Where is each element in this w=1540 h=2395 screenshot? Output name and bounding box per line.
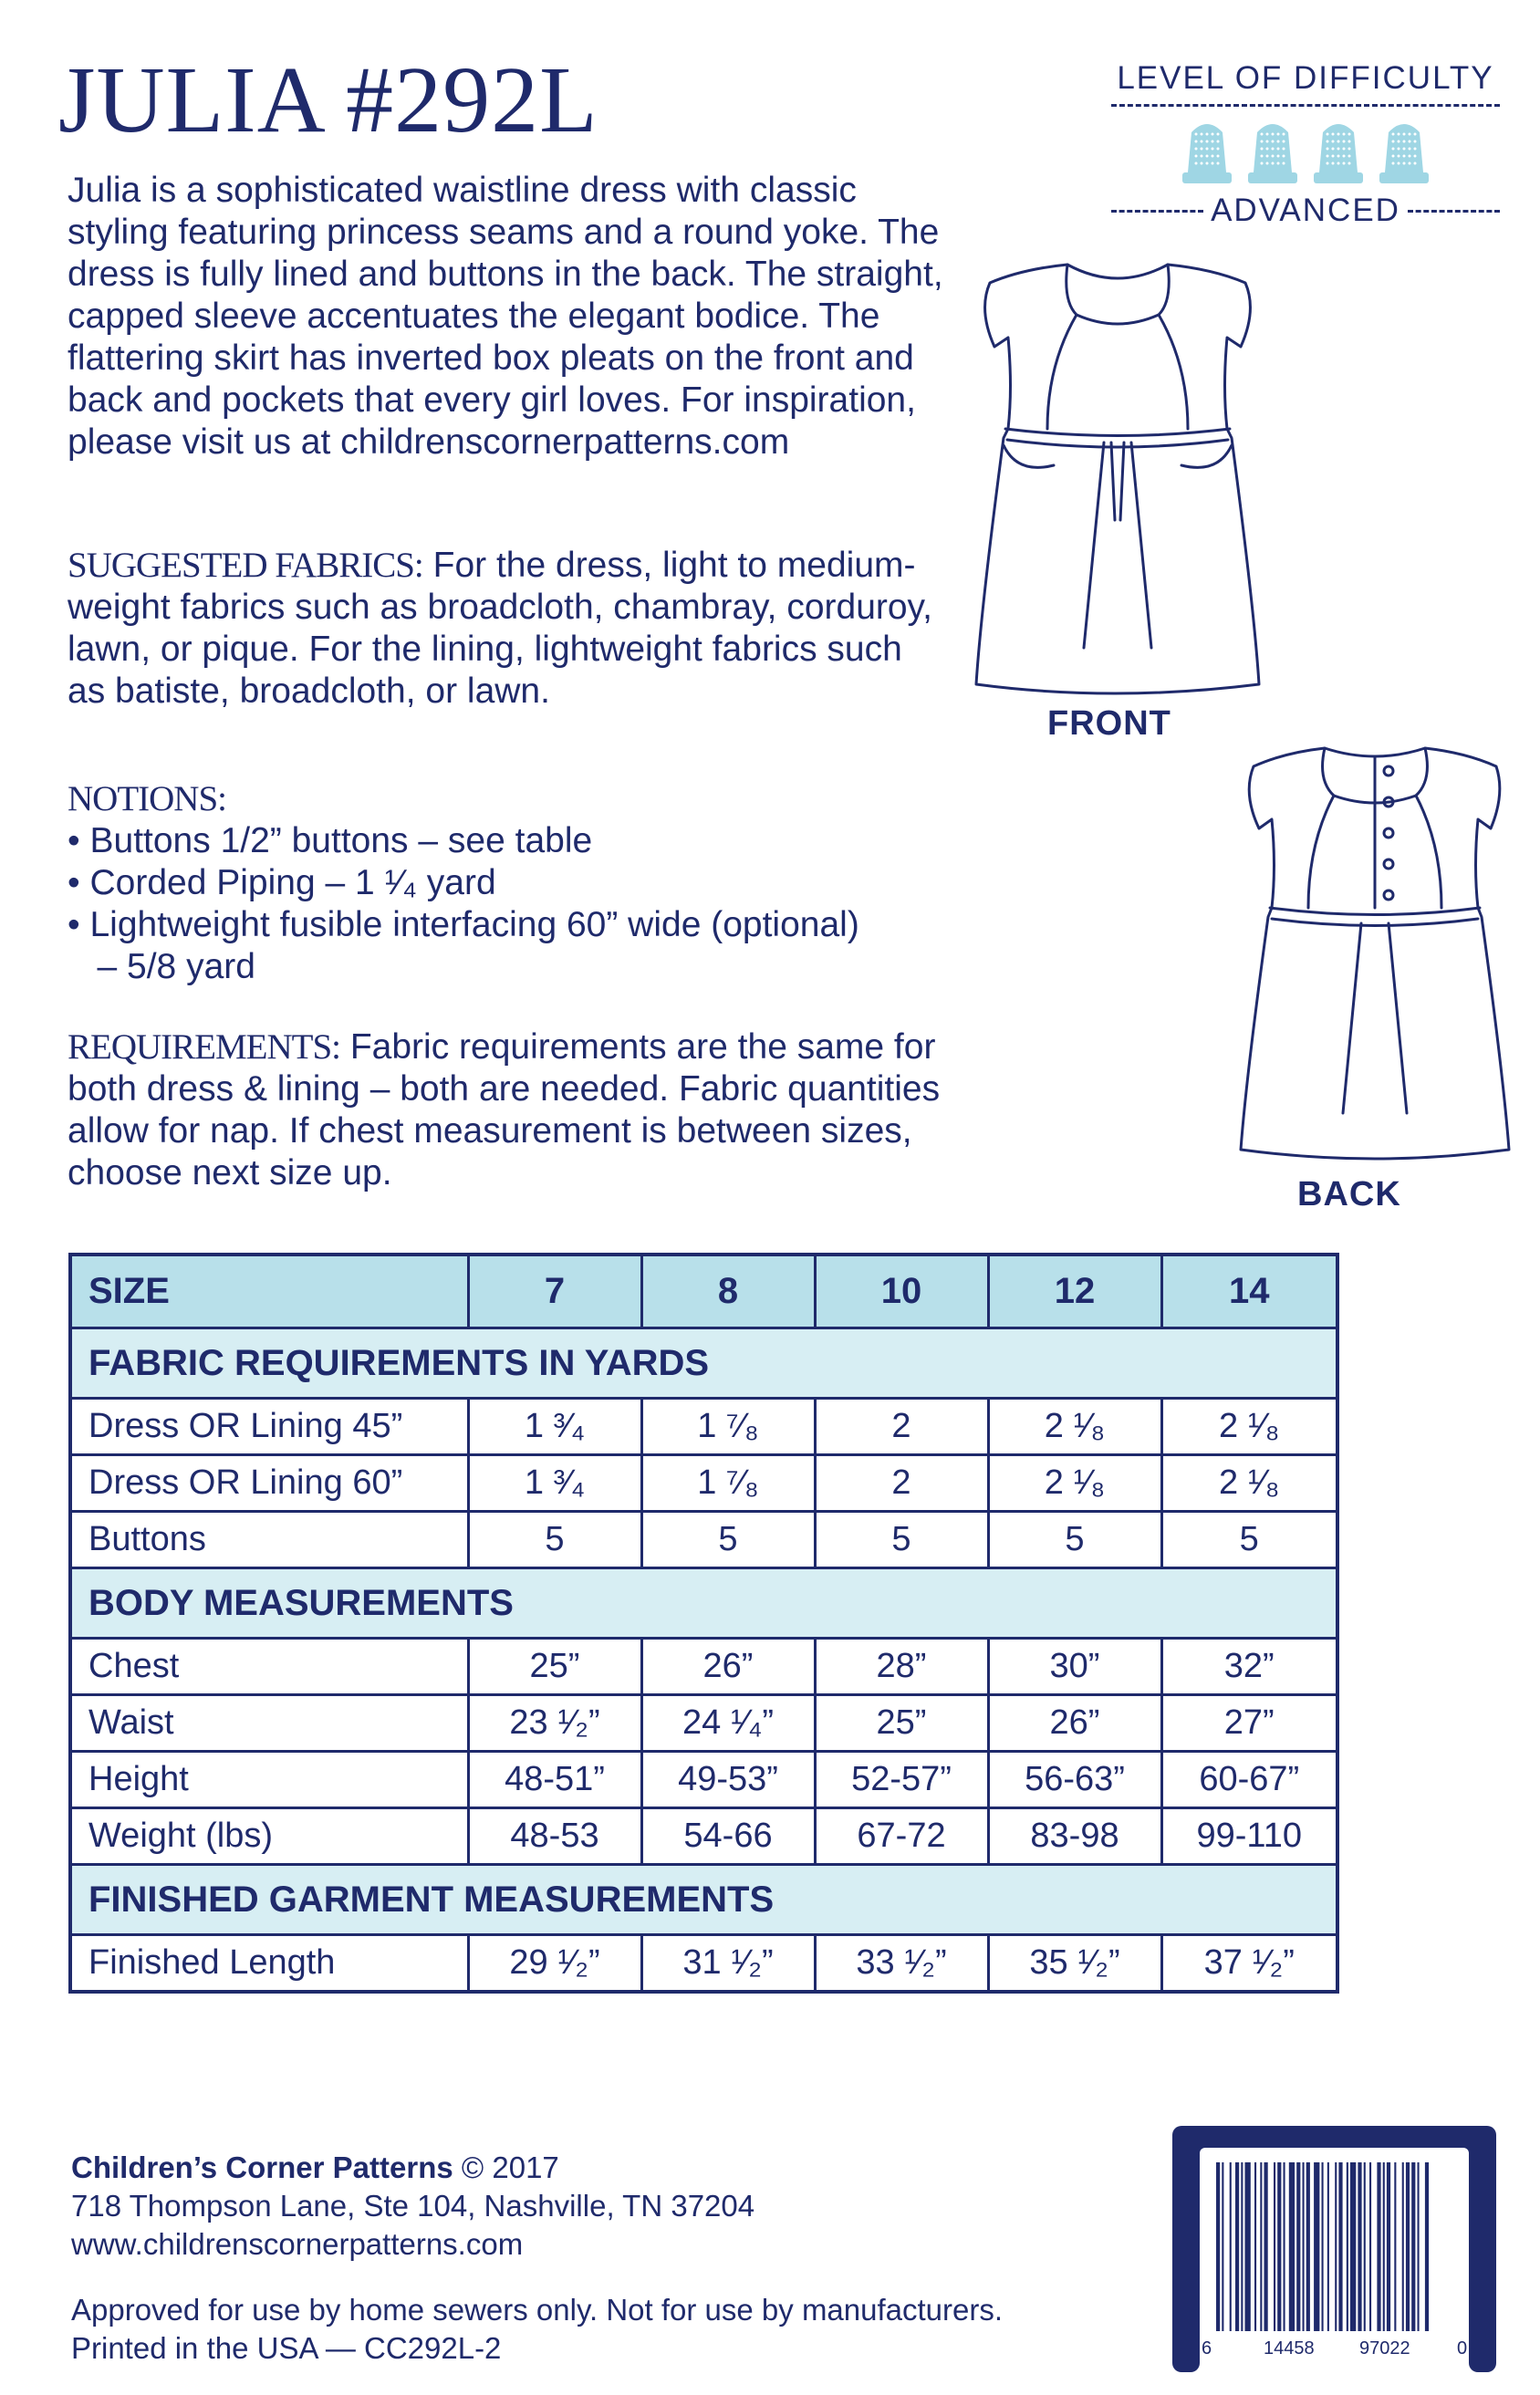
- barcode-bar: [1327, 2162, 1329, 2331]
- table-cell: 56-63”: [988, 1752, 1161, 1808]
- barcode-group-1: 14458: [1264, 2338, 1315, 2359]
- barcode-bar: [1358, 2162, 1361, 2331]
- difficulty-label: LEVEL OF DIFFICULTY: [1117, 60, 1494, 96]
- barcode-bar: [1284, 2162, 1285, 2331]
- front-caption: FRONT: [1047, 704, 1171, 743]
- table-cell: 5: [468, 1512, 641, 1568]
- barcode-bar: [1347, 2162, 1348, 2331]
- size-column-header: 8: [641, 1255, 815, 1328]
- level-dash-right: [1408, 210, 1500, 213]
- table-cell: 83-98: [988, 1808, 1161, 1865]
- table-cell: 5: [988, 1512, 1161, 1568]
- barcode-bar: [1350, 2162, 1356, 2331]
- pattern-description: Julia is a sophisticated waistline dress with classic styling featuring princess seams and a round yoke. The dress is fully lined and buttons in the back. The straight, capped sleeve accentuates the elegant bodice. The flattering skirt has inverted box pleats on the front and back and pockets that every girl loves. For inspiration, please visit us at childrenscornerpatterns.com: [68, 171, 943, 462]
- pattern-title: JULIA #292L: [58, 47, 598, 152]
- table-cell: 26”: [988, 1695, 1161, 1752]
- table-section-title: FINISHED GARMENT MEASUREMENTS: [70, 1865, 1337, 1935]
- row-label: Chest: [70, 1639, 468, 1695]
- company-website[interactable]: www.childrenscornerpatterns.com: [71, 2227, 524, 2261]
- barcode-bar: [1394, 2162, 1396, 2331]
- table-cell: 5: [641, 1512, 815, 1568]
- table-cell: 1 ⁷⁄₈: [641, 1455, 815, 1512]
- notions-item: • Lightweight fusible interfacing 60” wide (optional): [68, 905, 859, 944]
- notions-heading: NOTIONS:: [68, 779, 226, 818]
- size-header: SIZE: [70, 1255, 468, 1328]
- barcode-bar: [1235, 2162, 1239, 2331]
- suggested-fabrics-heading: SUGGESTED FABRICS:: [68, 546, 423, 585]
- barcode-bar: [1425, 2162, 1429, 2331]
- barcode-bar: [1418, 2162, 1420, 2331]
- table-cell: 2 ¹⁄₈: [988, 1399, 1161, 1455]
- difficulty-level-row: [1111, 193, 1500, 229]
- table-cell: 31 ¹⁄₂”: [641, 1935, 815, 1993]
- requirements-heading: REQUIREMENTS:: [68, 1027, 340, 1067]
- row-label: Dress OR Lining 60”: [70, 1455, 468, 1512]
- table-cell: 25”: [815, 1695, 988, 1752]
- barcode-digit-left: 6: [1202, 2338, 1212, 2359]
- table-header-row: [70, 1255, 1337, 1328]
- table-cell: 2: [815, 1455, 988, 1512]
- barcode-tab: [1469, 2126, 1496, 2372]
- approval-note: Approved for use by home sewers only. Not for use by manufacturers.: [71, 2293, 1004, 2327]
- table-cell: 23 ¹⁄₂”: [468, 1695, 641, 1752]
- table-cell: 99-110: [1161, 1808, 1337, 1865]
- table-cell: 1 ³⁄₄: [468, 1399, 641, 1455]
- requirements-section: [68, 1026, 943, 1194]
- thimble-icon: [1244, 116, 1301, 187]
- table-cell: 5: [1161, 1512, 1337, 1568]
- barcode-digit-right: 0: [1457, 2338, 1468, 2359]
- company-line: [71, 2149, 1003, 2187]
- button-mark: [1384, 828, 1393, 838]
- thimble-icon: [1310, 116, 1367, 187]
- thimble-icon: [1179, 116, 1235, 187]
- row-label: Buttons: [70, 1512, 468, 1568]
- notions-item: • Corded Piping – 1 ¹⁄₄ yard: [68, 863, 496, 902]
- barcode-bar: [1383, 2162, 1385, 2331]
- button-mark: [1384, 859, 1393, 869]
- table-row: [70, 1695, 1337, 1752]
- size-column-header: 7: [468, 1255, 641, 1328]
- table-cell: 1 ³⁄₄: [468, 1455, 641, 1512]
- row-label: Dress OR Lining 45”: [70, 1399, 468, 1455]
- table-cell: 48-53: [468, 1808, 641, 1865]
- row-label: Height: [70, 1752, 468, 1808]
- table-section-row: [70, 1328, 1337, 1399]
- table-cell: 35 ¹⁄₂”: [988, 1935, 1161, 1993]
- table-row: [70, 1639, 1337, 1695]
- table-section-row: [70, 1568, 1337, 1639]
- requirements-text: Fabric requirements are the same for both dress & lining – both are needed. Fabric quantities allow for nap. If chest measurement is between sizes, choose next size up.: [68, 1027, 941, 1192]
- barcode-bar: [1303, 2162, 1305, 2331]
- level-dash-left: [1111, 210, 1203, 213]
- notions-item: • Buttons 1/2” buttons – see table: [68, 821, 593, 860]
- table-cell: 32”: [1161, 1639, 1337, 1695]
- table-cell: 37 ¹⁄₂”: [1161, 1935, 1337, 1993]
- notions-section: [68, 778, 943, 988]
- barcode-bar: [1289, 2162, 1295, 2331]
- barcode: [1172, 2126, 1496, 2372]
- size-column-header: 14: [1161, 1255, 1337, 1328]
- table-cell: 2: [815, 1399, 988, 1455]
- barcode-bar: [1402, 2162, 1404, 2331]
- barcode-bar: [1274, 2162, 1275, 2331]
- copyright: © 2017: [453, 2150, 559, 2184]
- barcode-bar: [1411, 2162, 1415, 2331]
- company-address: 718 Thompson Lane, Ste 104, Nashville, TN 37204: [71, 2189, 755, 2223]
- thimble-icon: [1376, 116, 1432, 187]
- table-cell: 60-67”: [1161, 1752, 1337, 1808]
- barcode-bar: [1254, 2162, 1256, 2331]
- table-cell: 2 ¹⁄₈: [988, 1455, 1161, 1512]
- barcode-bar: [1245, 2162, 1251, 2331]
- back-caption: BACK: [1297, 1175, 1401, 1213]
- size-chart-table: [68, 1253, 1339, 1994]
- company-name: Children’s Corner Patterns: [71, 2150, 453, 2184]
- difficulty-level: ADVANCED: [1211, 193, 1400, 228]
- table-cell: 30”: [988, 1639, 1161, 1695]
- barcode-bar: [1387, 2162, 1390, 2331]
- table-cell: 1 ⁷⁄₈: [641, 1399, 815, 1455]
- barcode-tab: [1172, 2126, 1200, 2372]
- barcode-bar: [1230, 2162, 1232, 2331]
- table-cell: 52-57”: [815, 1752, 988, 1808]
- barcode-bar: [1216, 2162, 1220, 2331]
- difficulty-divider: [1111, 104, 1500, 107]
- row-label: Finished Length: [70, 1935, 468, 1993]
- row-label: Waist: [70, 1695, 468, 1752]
- back-dress-illustration: [1233, 730, 1516, 1168]
- table-cell: 26”: [641, 1639, 815, 1695]
- barcode-bar: [1364, 2162, 1366, 2331]
- thimble-rating: [1111, 116, 1500, 189]
- barcode-bar: [1406, 2162, 1410, 2331]
- printed-note: Printed in the USA — CC292L-2: [71, 2331, 502, 2365]
- barcode-frame: [1172, 2126, 1496, 2372]
- table-cell: 67-72: [815, 1808, 988, 1865]
- size-column-header: 12: [988, 1255, 1161, 1328]
- table-section-row: [70, 1865, 1337, 1935]
- size-column-header: 10: [815, 1255, 988, 1328]
- table-row: [70, 1399, 1337, 1455]
- row-label: Weight (lbs): [70, 1808, 468, 1865]
- barcode-bar: [1296, 2162, 1300, 2331]
- barcode-bar: [1264, 2162, 1268, 2331]
- barcode-group-2: 97022: [1359, 2338, 1410, 2359]
- table-cell: 2 ¹⁄₈: [1161, 1455, 1337, 1512]
- barcode-bar: [1222, 2162, 1223, 2331]
- table-row: [70, 1512, 1337, 1568]
- back-buttons: [1384, 766, 1393, 900]
- button-mark: [1384, 890, 1393, 900]
- difficulty-panel: [1111, 60, 1500, 229]
- footer: [71, 2149, 1003, 2368]
- table-row: [70, 1455, 1337, 1512]
- table-cell: 49-53”: [641, 1752, 815, 1808]
- table-cell: 48-51”: [468, 1752, 641, 1808]
- suggested-fabrics: [68, 545, 943, 713]
- table-cell: 25”: [468, 1639, 641, 1695]
- barcode-bar: [1377, 2162, 1380, 2331]
- suggested-fabrics-text: For the dress, light to medium-weight fabrics such as broadcloth, chambray, corduroy, lawn, or pique. For the lining, lightweight fabrics such as batiste, broadcloth, or lawn.: [68, 546, 932, 711]
- barcode-bar: [1277, 2162, 1281, 2331]
- button-mark: [1384, 766, 1393, 776]
- table-row: [70, 1808, 1337, 1865]
- barcode-bar: [1260, 2162, 1262, 2331]
- barcode-bar: [1306, 2162, 1310, 2331]
- table-cell: 54-66: [641, 1808, 815, 1865]
- table-section-title: BODY MEASUREMENTS: [70, 1568, 1337, 1639]
- barcode-bar: [1335, 2162, 1337, 2331]
- barcode-bar: [1241, 2162, 1243, 2331]
- table-section-title: FABRIC REQUIREMENTS IN YARDS: [70, 1328, 1337, 1399]
- notions-item: – 5/8 yard: [68, 947, 255, 986]
- barcode-bar: [1369, 2162, 1371, 2331]
- table-cell: 28”: [815, 1639, 988, 1695]
- barcode-bar: [1338, 2162, 1342, 2331]
- table-row: [70, 1752, 1337, 1808]
- table-cell: 29 ¹⁄₂”: [468, 1935, 641, 1993]
- table-cell: 27”: [1161, 1695, 1337, 1752]
- notions-list: [68, 820, 943, 988]
- barcode-bar: [1322, 2162, 1324, 2331]
- front-dress-illustration: [967, 246, 1268, 703]
- table-cell: 5: [815, 1512, 988, 1568]
- table-cell: 33 ¹⁄₂”: [815, 1935, 988, 1993]
- barcode-bar: [1314, 2162, 1319, 2331]
- table-cell: 2 ¹⁄₈: [1161, 1399, 1337, 1455]
- table-cell: 24 ¹⁄₄”: [641, 1695, 815, 1752]
- table-row: [70, 1935, 1337, 1993]
